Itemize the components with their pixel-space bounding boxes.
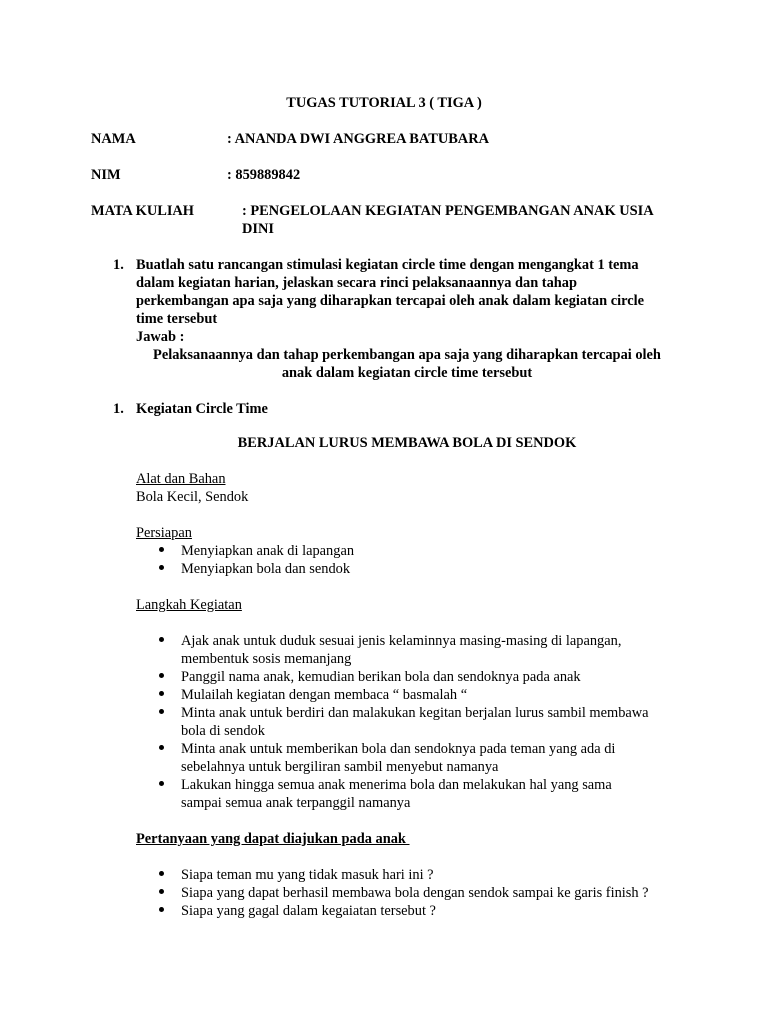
langkah-item-line: Minta anak untuk memberikan bola dan sendoknya pada teman yang ada di bbox=[181, 741, 616, 757]
document-title: TUGAS TUTORIAL 3 ( TIGA ) bbox=[286, 95, 482, 111]
bullet-icon bbox=[159, 673, 164, 678]
nim-label: NIM bbox=[91, 167, 121, 183]
answer-heading-line1: Pelaksanaannya dan tahap perkembangan apa saja yang diharapkan tercapai oleh bbox=[153, 347, 661, 363]
section-number: 1. bbox=[113, 401, 124, 417]
persiapan-item: Menyiapkan anak di lapangan bbox=[181, 543, 355, 559]
pertanyaan-item: Siapa yang gagal dalam kegaiatan tersebut ? bbox=[181, 903, 436, 919]
nim-value: : 859889842 bbox=[227, 167, 301, 183]
langkah-item-line: Mulailah kegiatan dengan membaca “ basmalah “ bbox=[181, 687, 468, 703]
activity-title: BERJALAN LURUS MEMBAWA BOLA DI SENDOK bbox=[237, 435, 577, 451]
langkah-item-line: Lakukan hingga semua anak menerima bola dan melakukan hal yang sama bbox=[181, 777, 612, 793]
mata-kuliah-value-line1: : PENGELOLAAN KEGIATAN PENGEMBANGAN ANAK USIA bbox=[242, 203, 654, 219]
bullet-icon bbox=[159, 871, 164, 876]
alat-text: Bola Kecil, Sendok bbox=[136, 489, 249, 505]
langkah-item-line: membentuk sosis memanjang bbox=[181, 651, 352, 667]
nama-value: : ANANDA DWI ANGGREA BATUBARA bbox=[227, 131, 489, 147]
bullet-icon bbox=[159, 781, 164, 786]
persiapan-heading: Persiapan bbox=[136, 525, 192, 541]
mata-kuliah-label: MATA KULIAH bbox=[91, 203, 195, 219]
answer-label: Jawab : bbox=[136, 329, 185, 345]
question-line: Buatlah satu rancangan stimulasi kegiatan circle time dengan mengangkat 1 tema bbox=[136, 257, 639, 273]
langkah-item-line: Ajak anak untuk duduk sesuai jenis kelaminnya masing-masing di lapangan, bbox=[181, 633, 622, 649]
question-line: perkembangan apa saja yang diharapkan tercapai oleh anak dalam kegiatan circle bbox=[136, 293, 644, 309]
bullet-icon bbox=[159, 907, 164, 912]
nama-label: NAMA bbox=[91, 131, 136, 147]
bullet-icon bbox=[159, 691, 164, 696]
alat-heading: Alat dan Bahan bbox=[136, 471, 226, 487]
langkah-item-line: Minta anak untuk berdiri dan malakukan kegitan berjalan lurus sambil membawa bbox=[181, 705, 649, 721]
mata-kuliah-value-line2: DINI bbox=[242, 221, 274, 237]
bullet-icon bbox=[159, 745, 164, 750]
bullet-icon bbox=[159, 709, 164, 714]
question-line: dalam kegiatan harian, jelaskan secara rinci pelaksanaannya dan tahap bbox=[136, 275, 577, 291]
pertanyaan-heading: Pertanyaan yang dapat diajukan pada anak bbox=[136, 831, 410, 847]
bullet-icon bbox=[159, 547, 164, 552]
langkah-item-line: sampai semua anak terpanggil namanya bbox=[181, 795, 411, 811]
bullet-icon bbox=[159, 889, 164, 894]
pertanyaan-item: Siapa yang dapat berhasil membawa bola dengan sendok sampai ke garis finish ? bbox=[181, 885, 649, 901]
question-number: 1. bbox=[113, 257, 124, 273]
langkah-item-line: Panggil nama anak, kemudian berikan bola dan sendoknya pada anak bbox=[181, 669, 581, 685]
bullet-icon bbox=[159, 637, 164, 642]
bullet-icon bbox=[159, 565, 164, 570]
question-line: time tersebut bbox=[136, 311, 218, 327]
langkah-item-line: bola di sendok bbox=[181, 723, 265, 739]
langkah-heading: Langkah Kegiatan bbox=[136, 597, 242, 613]
pertanyaan-item: Siapa teman mu yang tidak masuk hari ini ? bbox=[181, 867, 434, 883]
langkah-item-line: sebelahnya untuk bergiliran sambil menyebut namanya bbox=[181, 759, 499, 775]
answer-heading-line2: anak dalam kegiatan circle time tersebut bbox=[281, 365, 533, 381]
section-label: Kegiatan Circle Time bbox=[136, 401, 268, 417]
persiapan-item: Menyiapkan bola dan sendok bbox=[181, 561, 351, 577]
